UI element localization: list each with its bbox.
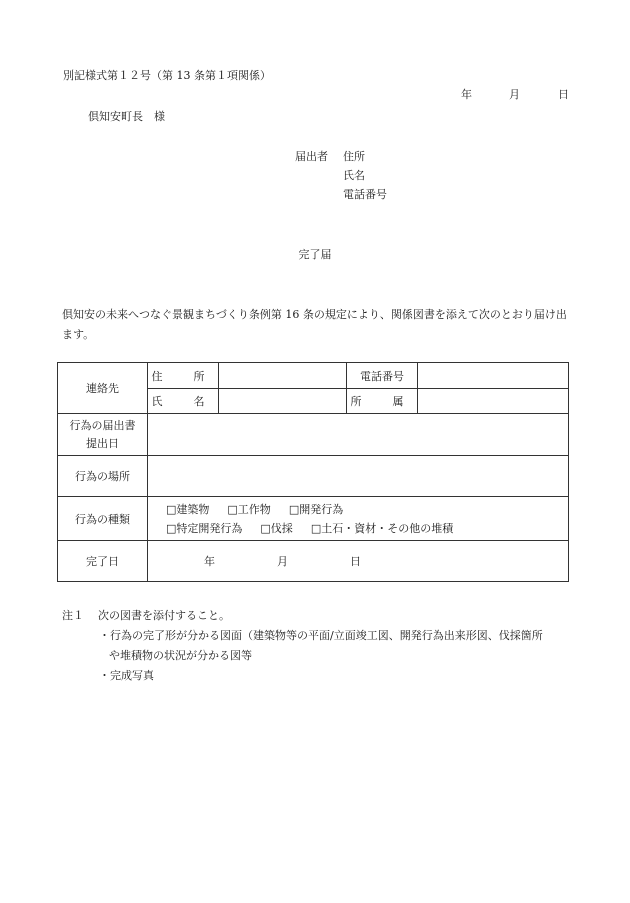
notice-date-label-line2: 提出日 xyxy=(86,436,119,450)
date-month-label: 月 xyxy=(509,88,520,101)
checkbox-specific-development[interactable]: □特定開発行為 xyxy=(166,521,243,535)
body-paragraph: 倶知安の未来へつなぐ景観まちづくり条例第 16 条の規定により、関係図書を添えて次のとおり届け出ます。 xyxy=(62,308,567,341)
completion-date-cell[interactable] xyxy=(148,541,569,582)
note-line xyxy=(62,606,543,626)
checkbox-building[interactable]: □建築物 xyxy=(166,502,210,516)
address-label: 住 所 xyxy=(148,363,219,389)
completion-day-label: 日 xyxy=(350,555,361,568)
phone-label: 電話番号 xyxy=(347,363,418,389)
bullet-item-drawings: ・行為の完了形が分かる図面（建築物等の平面/立面竣工図、開発行為出来形図、伐採箇所 xyxy=(99,629,543,642)
location-value-cell[interactable] xyxy=(148,456,569,497)
addressee: 倶知安町長 様 xyxy=(88,110,165,123)
contact-label: 連絡先 xyxy=(58,363,148,414)
date-day-label: 日 xyxy=(558,88,569,101)
table-row xyxy=(58,414,569,456)
form-identifier: 別記様式第１２号（第 13 条第１項関係） xyxy=(63,69,271,82)
checkbox-structure[interactable]: □工作物 xyxy=(227,502,271,516)
filer-address-label: 住所 xyxy=(343,150,365,163)
notice-date-label-line1: 行為の届出書 xyxy=(69,418,136,432)
name-label: 氏 名 xyxy=(148,389,219,414)
name-value-cell[interactable] xyxy=(219,389,347,414)
bullet-item-photos: ・完成写真 xyxy=(99,669,154,682)
phone-value-cell[interactable] xyxy=(418,363,569,389)
table-row xyxy=(58,363,569,389)
address-value-cell[interactable] xyxy=(219,363,347,389)
table-row xyxy=(58,456,569,497)
notice-date-label xyxy=(58,414,148,456)
filer-name-label: 氏名 xyxy=(343,169,365,182)
note-text: 次の図書を添付すること。 xyxy=(98,609,230,622)
affiliation-label: 所 属 xyxy=(347,389,418,414)
affiliation-value-cell[interactable] xyxy=(418,389,569,414)
date-year-label: 年 xyxy=(461,88,472,101)
table-row xyxy=(58,497,569,541)
checkbox-stockpile[interactable]: □土石・資材・その他の堆積 xyxy=(310,521,454,535)
completion-date-label: 完了日 xyxy=(58,541,148,582)
checkbox-development[interactable]: □開発行為 xyxy=(288,502,344,516)
type-options-row-1 xyxy=(166,500,568,519)
form-table xyxy=(57,362,569,582)
notes-section xyxy=(62,606,543,686)
table-row xyxy=(58,541,569,582)
filer-label: 届出者 xyxy=(295,150,328,163)
type-options-row-2 xyxy=(166,519,568,538)
document-title: 完了届 xyxy=(298,248,332,261)
type-options-cell xyxy=(148,497,569,541)
bullet-item-drawings-continued: や堆積物の状況が分かる図等 xyxy=(109,649,252,662)
notice-date-value-cell[interactable] xyxy=(148,414,569,456)
type-label: 行為の種類 xyxy=(58,497,148,541)
filer-phone-label: 電話番号 xyxy=(343,188,387,201)
location-label: 行為の場所 xyxy=(58,456,148,497)
checkbox-logging[interactable]: □伐採 xyxy=(260,521,293,535)
note-number: 注１ xyxy=(62,609,84,622)
completion-year-label: 年 xyxy=(204,555,215,568)
completion-month-label: 月 xyxy=(277,555,288,568)
